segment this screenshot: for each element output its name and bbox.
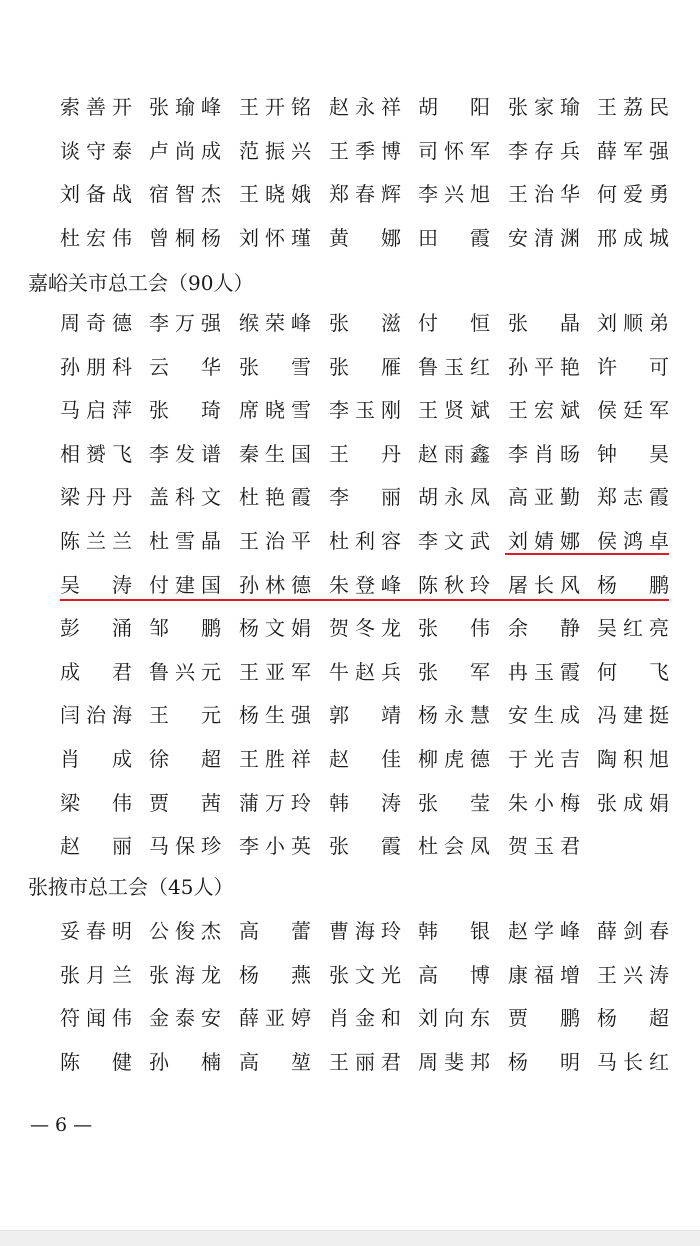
person-name: 张瑜峰 [149,95,221,119]
person-name: 王丽君 [329,1049,401,1074]
person-name: 刘怀瑾 [239,225,311,250]
person-name: 杨永慧 [418,703,490,728]
page-number: — 6 — [30,1114,93,1136]
person-name: 刘顺弟 [597,311,669,335]
person-name: 肖金和 [329,1006,401,1031]
person-name: 李肖旸 [508,441,580,466]
person-name: 赵永祥 [329,95,401,119]
name-row [0,218,700,258]
person-name: 刘婧娜 [508,529,580,553]
person-name: 王治华 [508,182,580,207]
person-name: 相赟飞 [60,441,132,466]
person-name: 司怀军 [418,138,490,163]
person-name: 李发谱 [149,441,221,466]
person-name: 杨文娟 [239,616,311,641]
person-name: 高亚勤 [508,485,580,510]
name-row [0,521,700,561]
person-name: 牛赵兵 [329,659,401,684]
person-name: 张文光 [329,962,401,987]
person-name: 梁丹丹 [60,485,132,510]
name-row [0,826,700,866]
person-name: 吴 涛 [60,572,132,597]
person-name: 胡永凤 [418,485,490,510]
person-name: 盖科文 [149,485,221,510]
person-name: 柳虎德 [418,747,490,771]
person-name: 彭 涌 [60,616,132,641]
person-name: 李万强 [149,311,221,335]
person-name: 张 雪 [239,354,311,379]
person-name: 薛亚婷 [239,1006,311,1031]
person-name: 马长红 [597,1049,669,1074]
name-row [0,739,700,779]
person-name: 刘备战 [60,182,132,207]
person-name: 李兴旭 [418,182,490,207]
person-name: 张成娟 [597,790,669,815]
person-name: 孙 楠 [149,1049,221,1074]
person-name: 张 莹 [418,790,490,815]
name-row [0,695,700,735]
person-name: 张 军 [418,659,490,684]
person-name: 王宏斌 [508,398,580,423]
name-row [0,434,700,474]
person-name: 杨生强 [239,703,311,728]
person-name: 马启萍 [60,398,132,423]
name-row [0,1042,700,1082]
person-name: 张 滋 [329,311,401,335]
name-row [0,131,700,171]
person-name: 王季博 [329,138,401,163]
person-name: 赵雨鑫 [418,441,490,466]
person-name: 付 恒 [418,311,490,335]
person-name: 王治平 [239,529,311,553]
person-name: 钟 昊 [597,441,669,466]
person-name: 梁 伟 [60,790,132,815]
person-name: 付建国 [149,572,221,597]
person-name: 张 琦 [149,398,221,423]
person-name: 周奇德 [60,311,132,335]
person-name: 张 霞 [329,834,401,859]
person-name: 朱小梅 [508,790,580,815]
person-name: 孙平艳 [508,354,580,379]
person-name: 曾桐杨 [149,225,221,250]
person-name: 贺玉君 [508,834,580,859]
person-name: 徐 超 [149,747,221,771]
person-name: 李文武 [418,529,490,553]
person-name: 李小英 [239,834,311,859]
person-name: 高 博 [418,962,490,987]
person-name: 李存兵 [508,138,580,163]
person-name: 赵学峰 [508,919,580,943]
person-name: 王胜祥 [239,747,311,771]
person-name: 陶积旭 [597,747,669,771]
person-name: 周斐邦 [418,1049,490,1074]
person-name: 王亚军 [239,659,311,684]
person-name: 鲁玉红 [418,354,490,379]
person-name: 符闻伟 [60,1006,132,1031]
person-name: 宿智杰 [149,182,221,207]
person-name: 陈 健 [60,1049,132,1074]
person-name: 赵 丽 [60,834,132,859]
person-name: 于光吉 [508,747,580,771]
person-name: 高 蕾 [239,919,311,943]
person-name: 鲁兴元 [149,659,221,684]
person-name: 郑春辉 [329,182,401,207]
person-name: 侯廷军 [597,398,669,423]
person-name: 高 堃 [239,1049,311,1074]
name-row [0,390,700,430]
person-name: 贾 茜 [149,790,221,815]
person-name: 王荔民 [597,95,669,119]
person-name: 张 雁 [329,354,401,379]
viewer-bottom-bar [0,1230,700,1246]
name-row [0,347,700,387]
person-name: 席晓雪 [239,398,311,423]
person-name: 吴红亮 [597,616,669,641]
person-name: 李 丽 [329,485,401,510]
person-name: 张月兰 [60,962,132,987]
person-name: 缑荣峰 [239,311,311,335]
person-name: 杜艳霞 [239,485,311,510]
person-name: 金泰安 [149,1006,221,1031]
person-name: 郭 靖 [329,703,401,728]
section-heading-jiayuguan: 嘉峪关市总工会（90人） [28,271,254,295]
person-name: 韩 银 [418,919,490,943]
person-name: 闫治海 [60,703,132,728]
person-name: 杨 燕 [239,962,311,987]
person-name: 张海龙 [149,962,221,987]
person-name: 王开铭 [239,95,311,119]
name-row [0,477,700,517]
name-row [0,911,700,951]
person-name: 贾 鹏 [508,1006,580,1031]
person-name: 王贤斌 [418,398,490,423]
person-name: 王 丹 [329,441,401,466]
person-name: 赵 佳 [329,747,401,771]
name-row [0,174,700,214]
person-name: 许 可 [597,354,669,379]
person-name: 索善开 [60,95,132,119]
person-name: 陈兰兰 [60,529,132,553]
person-name: 贺冬龙 [329,616,401,641]
person-name: 王 元 [149,703,221,728]
person-name: 邢成城 [597,225,669,250]
name-row [0,652,700,692]
person-name: 薛军强 [597,138,669,163]
person-name: 成 君 [60,659,132,684]
person-name: 范振兴 [239,138,311,163]
person-name: 韩 涛 [329,790,401,815]
person-name: 邹 鹏 [149,616,221,641]
person-name: 孙林德 [239,572,311,597]
person-name: 侯鸿卓 [597,529,669,553]
person-name: 冯建挺 [597,703,669,728]
person-name: 薛剑春 [597,919,669,943]
red-underline-annotation [60,599,669,601]
person-name: 云 华 [149,354,221,379]
person-name: 刘向东 [418,1006,490,1031]
person-name: 何爱勇 [597,182,669,207]
person-name: 杜会凤 [418,834,490,859]
name-row [0,608,700,648]
name-row [0,955,700,995]
person-name: 张家瑜 [508,95,580,119]
person-name: 王兴涛 [597,962,669,987]
person-name: 安生成 [508,703,580,728]
person-name: 马保珍 [149,834,221,859]
person-name: 朱登峰 [329,572,401,597]
person-name: 王晓娥 [239,182,311,207]
person-name: 谈守泰 [60,138,132,163]
person-name: 冉玉霞 [508,659,580,684]
person-name: 杜雪晶 [149,529,221,553]
person-name: 田 霞 [418,225,490,250]
red-underline-annotation [505,553,669,555]
person-name: 李玉刚 [329,398,401,423]
person-name: 孙朋科 [60,354,132,379]
person-name: 杜宏伟 [60,225,132,250]
person-name: 秦生国 [239,441,311,466]
person-name: 杨 鹏 [597,572,669,597]
person-name: 曹海玲 [329,919,401,943]
person-name: 康福增 [508,962,580,987]
person-name: 何 飞 [597,659,669,684]
name-row [0,87,700,127]
person-name: 陈秋玲 [418,572,490,597]
person-name: 胡 阳 [418,95,490,119]
person-name: 屠长风 [508,572,580,597]
person-name: 黄 娜 [329,225,401,250]
person-name: 公俊杰 [149,919,221,943]
name-row [0,303,700,343]
person-name: 安清渊 [508,225,580,250]
person-name: 郑志霞 [597,485,669,510]
person-name: 张 伟 [418,616,490,641]
person-name: 张 晶 [508,311,580,335]
name-row [0,998,700,1038]
person-name: 杜利容 [329,529,401,553]
person-name: 余 静 [508,616,580,641]
person-name: 妥春明 [60,919,132,943]
person-name: 杨 明 [508,1049,580,1074]
name-row [0,783,700,823]
person-name: 蒲万玲 [239,790,311,815]
person-name: 肖 成 [60,747,132,771]
section-heading-zhangye: 张掖市总工会（45人） [28,875,234,899]
person-name: 杨 超 [597,1006,669,1031]
person-name: 卢尚成 [149,138,221,163]
